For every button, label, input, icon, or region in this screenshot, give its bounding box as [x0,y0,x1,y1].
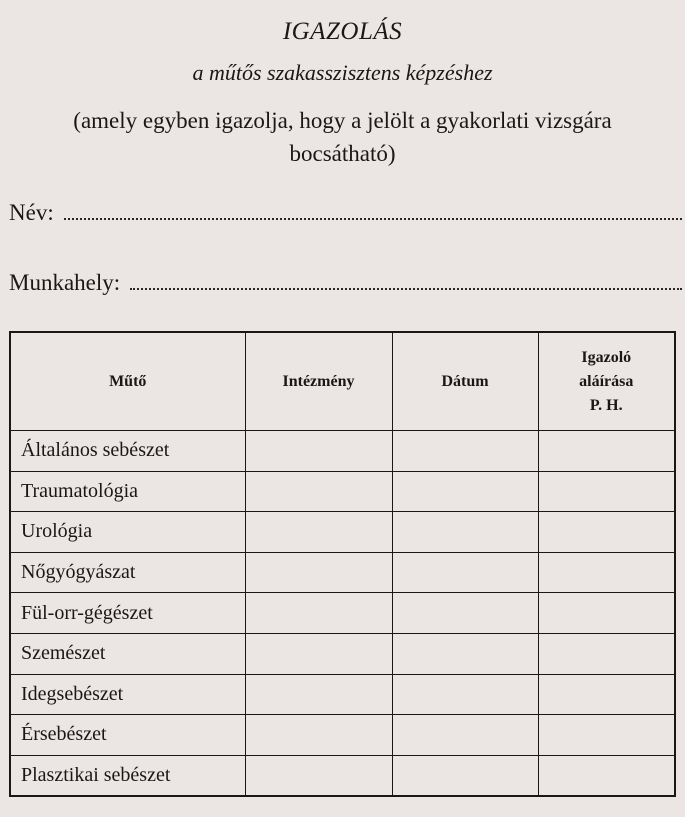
row-label: Fül-orr-gégészet [10,593,245,634]
institution-cell[interactable] [245,471,392,512]
date-cell[interactable] [392,674,538,715]
header-signature-line1: Igazoló [581,348,632,366]
signature-cell[interactable] [538,715,675,756]
date-cell[interactable] [392,512,538,553]
table-row [10,552,675,593]
header-operating-room: Műtő [10,332,245,431]
name-fill-line[interactable] [64,200,682,220]
form-note: (amely egyben igazolja, hogy a jelölt a gyakorlati vizsgára bocsátható) [73,108,612,166]
institution-cell[interactable] [245,674,392,715]
header-signature [538,332,675,431]
date-cell[interactable] [392,715,538,756]
header-signature-line3: P. H. [589,396,623,414]
signature-cell[interactable] [538,593,675,634]
signature-cell[interactable] [538,633,675,674]
signature-cell[interactable] [538,755,675,796]
header-signature-line2: aláírása [579,372,634,390]
workplace-label: Munkahely: [9,270,121,295]
signature-cell[interactable] [538,431,675,472]
row-label: Érsebészet [10,715,245,756]
institution-cell[interactable] [245,593,392,634]
signature-cell[interactable] [538,674,675,715]
date-cell[interactable] [392,471,538,512]
header-date: Dátum [392,332,538,431]
table-row [10,715,675,756]
table-row [10,471,675,512]
workplace-fill-line[interactable] [130,270,682,290]
date-cell[interactable] [392,755,538,796]
header-institution: Intézmény [245,332,392,431]
table-row [10,431,675,472]
form-title: IGAZOLÁS [282,18,403,45]
date-cell[interactable] [392,633,538,674]
row-label: Idegsebészet [10,674,245,715]
table-row [10,674,675,715]
name-label: Név: [9,200,54,225]
date-cell[interactable] [392,593,538,634]
date-cell[interactable] [392,431,538,472]
table-header-row [10,332,675,431]
institution-cell[interactable] [245,431,392,472]
institution-cell[interactable] [245,512,392,553]
row-label: Nőgyógyászat [10,552,245,593]
signature-cell[interactable] [538,512,675,553]
table-row [10,755,675,796]
row-label: Traumatológia [10,471,245,512]
row-label: Általános sebészet [10,431,245,472]
form-subtitle: a műtős szakasszisztens képzéshez [192,60,493,85]
institution-cell[interactable] [245,552,392,593]
name-field [9,200,682,226]
row-label: Urológia [10,512,245,553]
row-label: Szemészet [10,633,245,674]
table-row [10,633,675,674]
operations-table [9,331,676,797]
table-row [10,593,675,634]
institution-cell[interactable] [245,633,392,674]
table-row [10,512,675,553]
workplace-field [9,270,682,296]
date-cell[interactable] [392,552,538,593]
signature-cell[interactable] [538,471,675,512]
institution-cell[interactable] [245,715,392,756]
signature-cell[interactable] [538,552,675,593]
row-label: Plasztikai sebészet [10,755,245,796]
institution-cell[interactable] [245,755,392,796]
